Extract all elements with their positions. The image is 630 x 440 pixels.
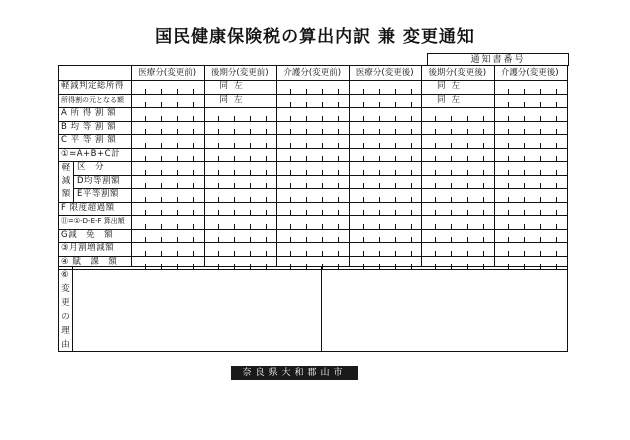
- keigen-group-divider: [73, 161, 74, 202]
- row-label: ①=A+B+C計: [61, 148, 121, 159]
- row-line: [59, 202, 567, 203]
- row-line: [59, 107, 567, 108]
- notice-number-box: 通知書番号: [427, 53, 569, 66]
- column-divider: [349, 66, 350, 266]
- column-header: 医療分(変更後): [355, 68, 414, 78]
- row-label: 軽減判定総所得: [61, 81, 125, 91]
- row-label: G減 免 額: [61, 229, 114, 240]
- column-header: 介護分(変更後): [500, 68, 559, 78]
- row-label: ④ 賦 課 額: [61, 256, 118, 267]
- column-divider: [421, 66, 422, 266]
- column-header: 後期分(変更前): [210, 68, 269, 78]
- row-line: [59, 256, 567, 257]
- row-line: [59, 134, 567, 135]
- change-reason-box: [58, 267, 568, 352]
- row-label: B 均 等 割 額: [61, 121, 117, 132]
- same-as-left-text: 同左: [219, 81, 249, 91]
- row-line: [73, 175, 567, 176]
- label-column-divider: [131, 66, 132, 266]
- row-label: ③月割増減額: [61, 243, 115, 253]
- row-line: [59, 94, 567, 95]
- row-label: ⑥: [61, 270, 70, 280]
- same-as-left-text: 同左: [437, 94, 467, 105]
- row-label: F 限度超過額: [61, 202, 115, 213]
- row-line: [59, 242, 567, 243]
- reason-label: 変 更 の 理 由: [61, 284, 70, 350]
- row-label: C 平 等 割 額: [61, 135, 117, 145]
- row-line: [73, 188, 567, 189]
- reason-label-divider: [72, 267, 73, 351]
- row-line: [59, 229, 567, 230]
- row-label: ⑪=①-D-E-F 算出額: [61, 217, 125, 225]
- row-label: 区 分: [77, 162, 105, 172]
- column-divider: [276, 66, 277, 266]
- column-header: 後期分(変更後): [428, 68, 487, 78]
- page-title: 国民健康保険税の算出内訳 兼 変更通知: [155, 27, 475, 47]
- header-bottom-line: [59, 80, 567, 81]
- keigen-group-label: 軽 減 額: [61, 163, 71, 199]
- row-line: [59, 121, 567, 122]
- row-label: E平等割額: [77, 189, 119, 199]
- row-label: D均等割額: [77, 175, 121, 186]
- column-divider: [494, 66, 495, 266]
- same-as-left-text: 同左: [219, 94, 249, 105]
- row-line: [59, 148, 567, 149]
- row-line: [59, 215, 567, 216]
- row-line: [59, 161, 567, 162]
- column-header: 介護分(変更前): [283, 68, 342, 78]
- row-label: A 所 得 割 額: [61, 108, 117, 118]
- column-divider: [204, 66, 205, 266]
- row-label: 所得割の元となる額: [61, 95, 124, 104]
- column-header: 医療分(変更前): [138, 68, 197, 78]
- city-name-banner: 奈良県大和郡山市: [231, 366, 358, 380]
- reason-center-divider: [321, 267, 322, 351]
- same-as-left-text: 同左: [437, 81, 467, 91]
- tax-breakdown-table: [58, 65, 568, 280]
